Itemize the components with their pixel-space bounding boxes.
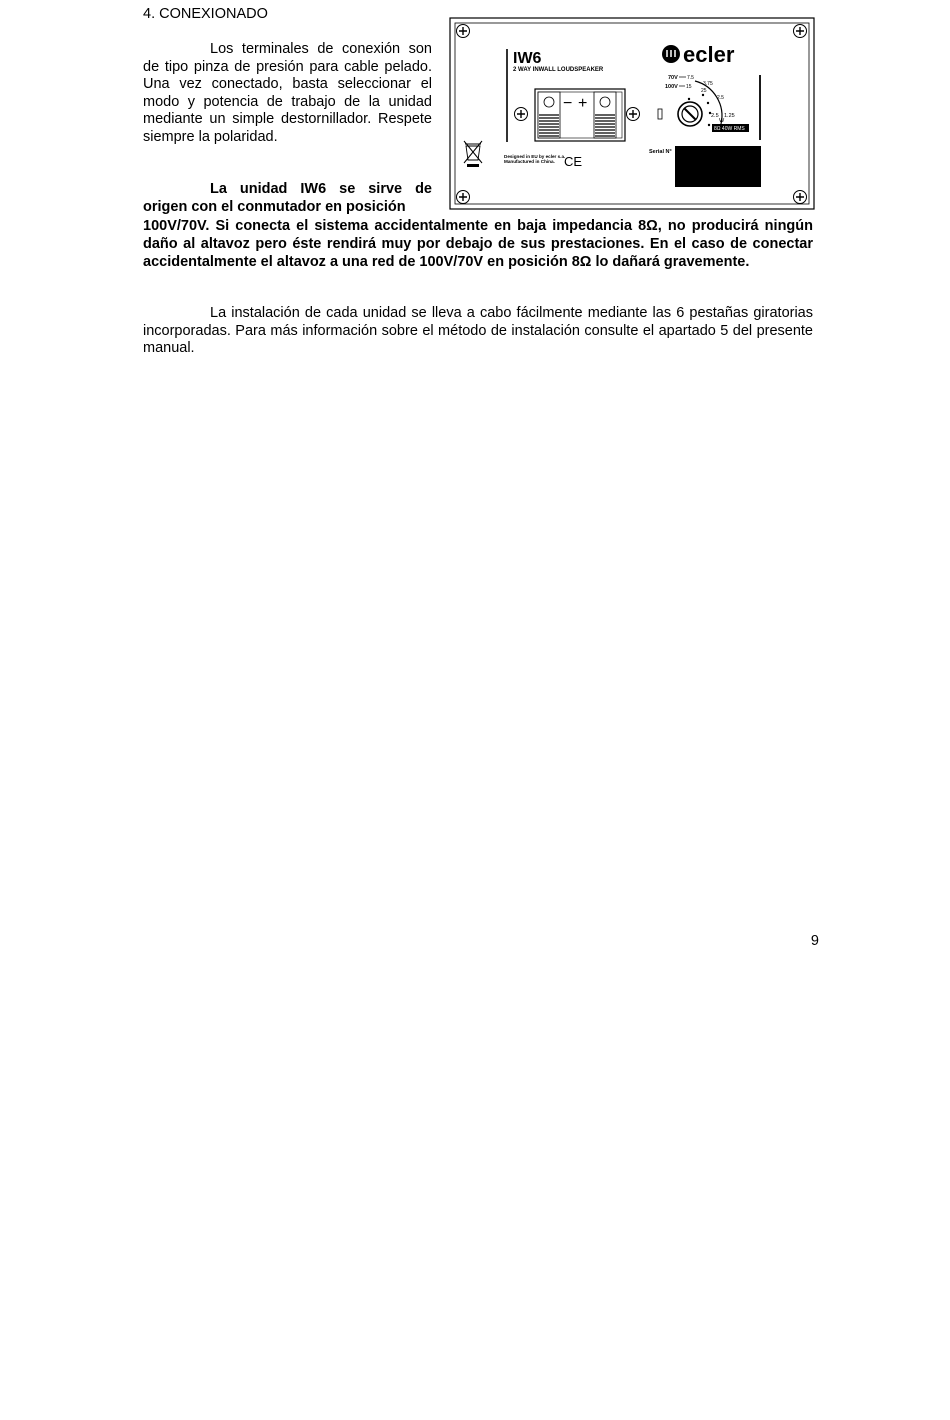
impedance-badge-text: 8Ω 40W RMS xyxy=(714,126,745,132)
tap-2-5-label: 2.5 xyxy=(717,95,724,101)
paragraph-default-switch-warning: 100V/70V. Si conecta el sistema accidentalmente en baja impedancia 8Ω, no producirá ningún daño al altavoz pero éste rendirá muy por debajo de sus prestaciones. En el caso de conectar accidentalmente el altavoz a una red de 100V/70V en posición 8Ω lo dañará gravemente. xyxy=(143,218,813,270)
voltage-100-label: 100V xyxy=(665,84,678,90)
screw-icon xyxy=(627,108,640,121)
serial-number-box xyxy=(675,146,761,187)
voltage-70-label: 70V xyxy=(668,75,678,81)
screw-icon xyxy=(794,25,807,38)
paragraph-default-switch-lead: La unidad IW6 se sirve de origen con el conmutador en posición xyxy=(143,181,432,215)
slot-icon xyxy=(658,109,662,119)
page-number: 9 xyxy=(810,933,819,949)
ce-mark-icon: CE xyxy=(564,154,583,169)
paragraph-connection-terminals: Los terminales de conexión son de tipo pinza de presión para cable pelado. Una vez conectado, basta seleccionar el modo y potencia de trabajo de la unidad mediante un simple destornillador. Respete siempre la polaridad. xyxy=(143,41,432,145)
model-subtitle: 2 WAY INWALL LOUDSPEAKER xyxy=(513,67,604,73)
screw-icon xyxy=(515,108,528,121)
speaker-back-panel-figure xyxy=(449,17,815,210)
tap-1-25-label: 1.25 xyxy=(724,113,735,119)
screw-icon xyxy=(457,25,470,38)
tap-2-5b-label: 2.5 xyxy=(711,113,719,119)
screw-icon xyxy=(794,191,807,204)
unit-w-label: W xyxy=(719,118,725,124)
tap-7-5-label: 7.5 xyxy=(687,75,694,81)
model-label: IW6 xyxy=(513,50,542,67)
tap-25-label: 25 xyxy=(701,88,707,94)
serial-label: Serial N° xyxy=(649,149,672,155)
tap-15-label: 15 xyxy=(686,84,692,90)
section-heading: 4. CONEXIONADO xyxy=(143,6,268,22)
tap-3-75-label: 3.75 xyxy=(703,81,713,87)
paragraph-installation: La instalación de cada unidad se lleva a cabo fácilmente mediante las 6 pestañas giratorias incorporadas. Para más información sobre el método de instalación consulte el apartado 5 del presente manual. xyxy=(143,305,813,356)
designed-in-text: Designed in EU by ecler s.a. xyxy=(504,154,566,159)
terminal-minus-label: − xyxy=(563,95,573,112)
brand-wordmark: ecler xyxy=(683,42,735,67)
terminal-block xyxy=(535,89,625,141)
terminal-plus-label: + xyxy=(578,95,588,112)
screw-icon xyxy=(457,191,470,204)
manufactured-in-text: Manufactured in China. xyxy=(504,159,555,164)
